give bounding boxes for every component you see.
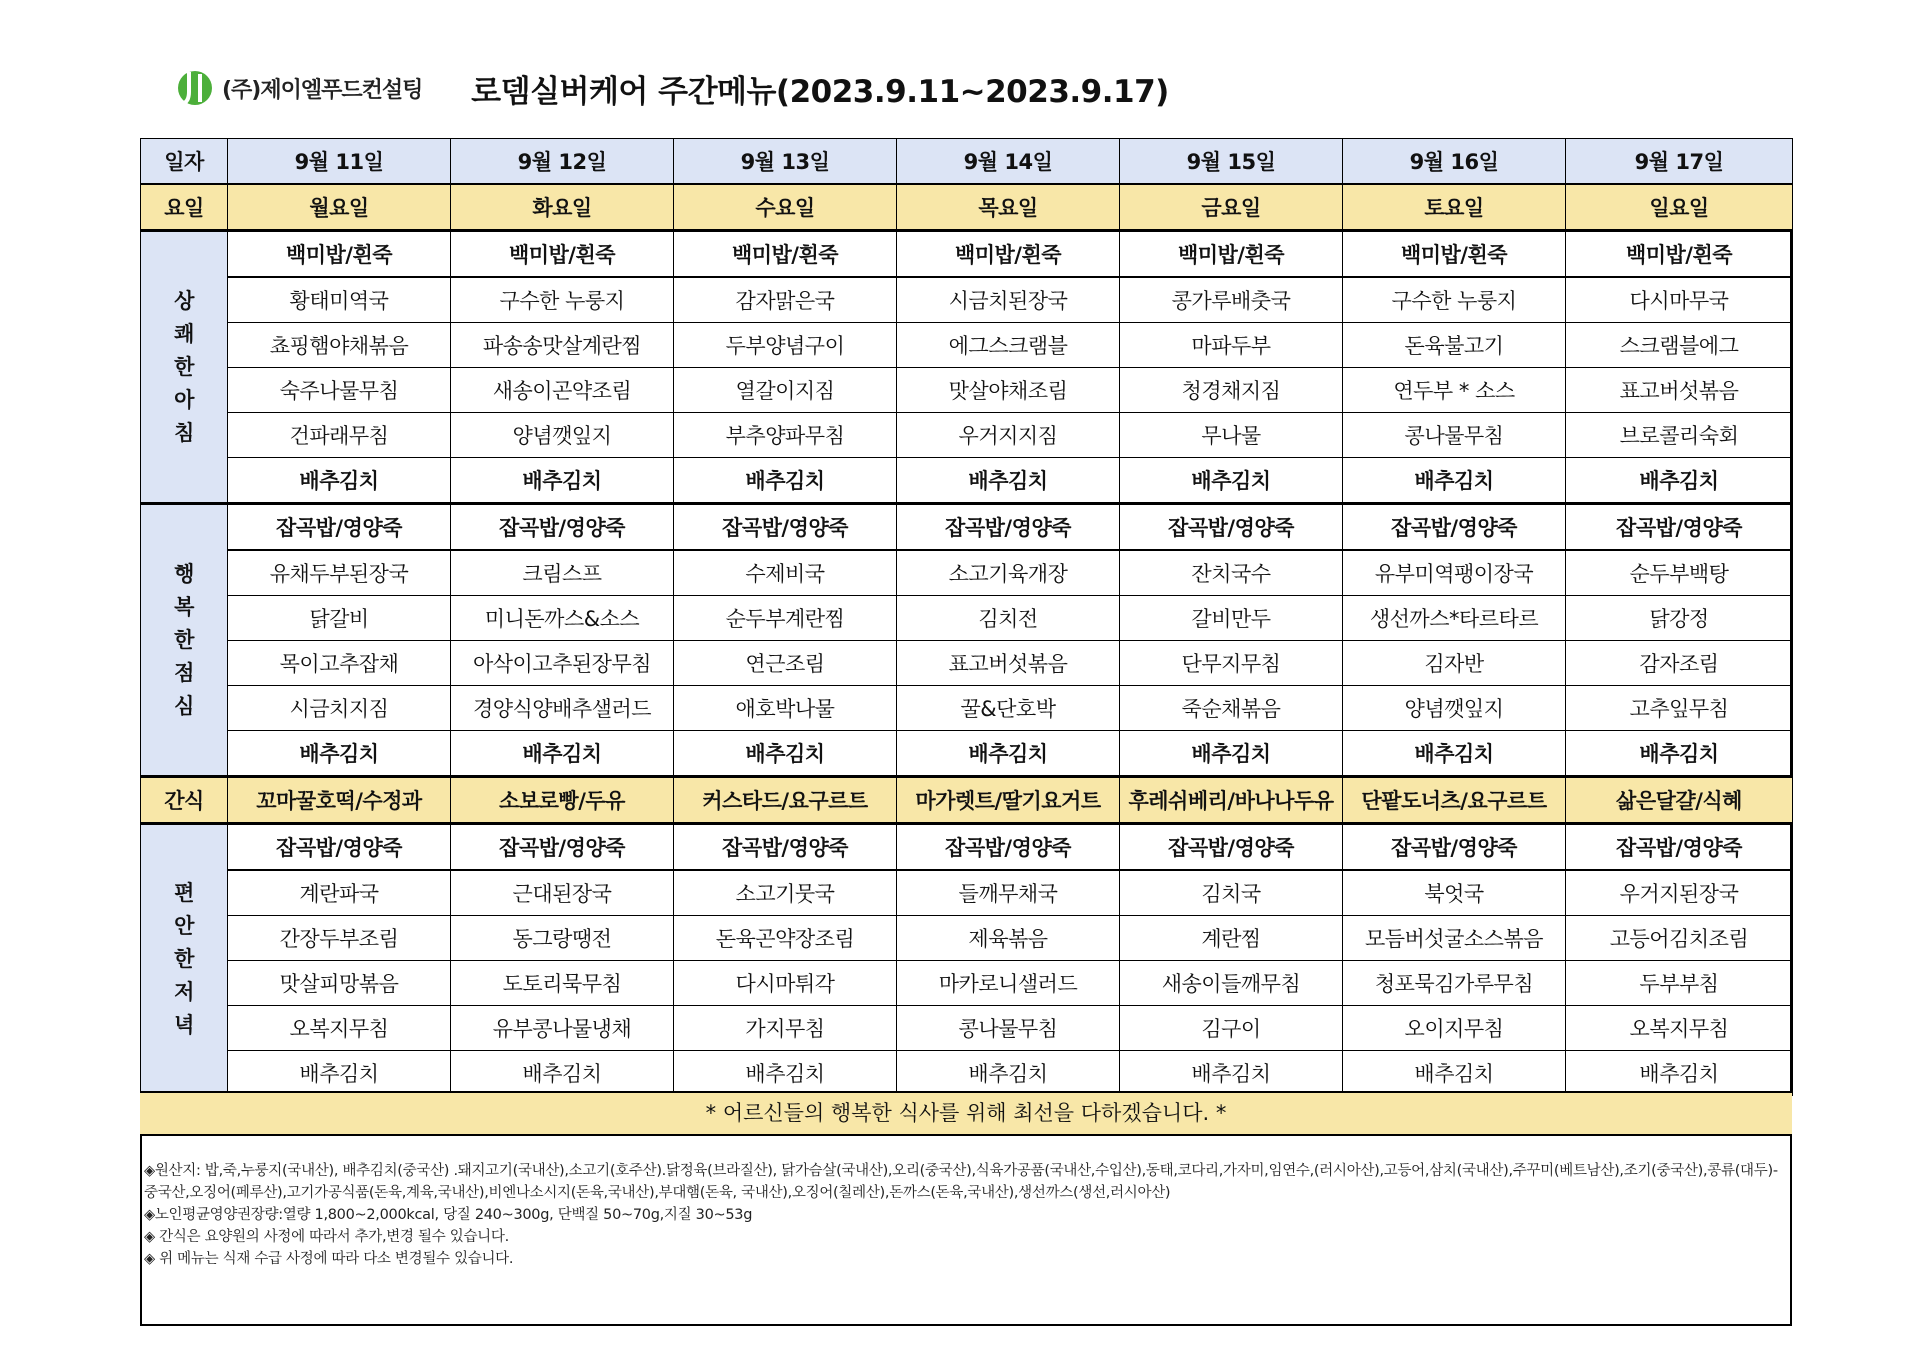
menu-item: 김구이: [1120, 1006, 1343, 1051]
snack-cell: 단팥도너츠/요구르트: [1343, 777, 1566, 824]
menu-item: 배추김치: [674, 458, 897, 504]
menu-item: 청포묵김가루무침: [1343, 961, 1566, 1006]
menu-item: 양념깻잎지: [1343, 686, 1566, 731]
menu-item: 계란찜: [1120, 916, 1343, 961]
snack-cell: 삶은달걀/식혜: [1566, 777, 1793, 824]
dinner-label: [141, 824, 228, 1096]
menu-item: 소고기육개장: [897, 550, 1120, 596]
menu-item: 닭갈비: [228, 596, 451, 641]
menu-item: 맛살피망볶음: [228, 961, 451, 1006]
menu-item: 배추김치: [451, 1051, 674, 1096]
date-cell: 9월 12일: [451, 139, 674, 185]
menu-item: 배추김치: [228, 731, 451, 777]
weekly-menu-table: [140, 138, 1793, 1097]
menu-item: 구수한 누룽지: [1343, 277, 1566, 323]
menu-item: 잡곡밥/영양죽: [1566, 824, 1793, 871]
menu-item: 연두부 * 소스: [1343, 368, 1566, 413]
snack-cell: 마가렛트/딸기요거트: [897, 777, 1120, 824]
breakfast-label: [141, 231, 228, 504]
dinner-label-char: 안: [174, 914, 194, 939]
menu-item: 유부미역팽이장국: [1343, 550, 1566, 596]
lunch-row: [141, 596, 1793, 641]
lunch-label-char: 점: [174, 660, 194, 685]
dinner-row: [141, 1006, 1793, 1051]
snack-cell: 소보로빵/두유: [451, 777, 674, 824]
menu-item: 시금치된장국: [897, 277, 1120, 323]
dinner-label-char: 녁: [174, 1013, 194, 1038]
menu-item: 배추김치: [897, 458, 1120, 504]
snack-row: [141, 777, 1793, 824]
day-row: [141, 184, 1793, 231]
menu-item: 백미밥/흰죽: [228, 231, 451, 278]
menu-item: 잡곡밥/영양죽: [897, 504, 1120, 551]
menu-item: 마파두부: [1120, 323, 1343, 368]
menu-item: 단무지무침: [1120, 641, 1343, 686]
breakfast-label-char: 쾌: [174, 321, 194, 346]
date-row: [141, 139, 1793, 185]
page-title: 로뎀실버케어 주간메뉴(2023.9.11~2023.9.17): [471, 74, 1169, 110]
menu-item: 잡곡밥/영양죽: [1566, 504, 1793, 551]
menu-item: 북엇국: [1343, 870, 1566, 916]
lunch-row: [141, 550, 1793, 596]
menu-item: 잡곡밥/영양죽: [228, 824, 451, 871]
menu-item: 유부콩나물냉채: [451, 1006, 674, 1051]
date-cell: 9월 11일: [228, 139, 451, 185]
menu-item: 잡곡밥/영양죽: [1120, 824, 1343, 871]
lunch-label-char: 심: [174, 693, 194, 718]
menu-item: 오복지무침: [1566, 1006, 1793, 1051]
menu-item: 열갈이지짐: [674, 368, 897, 413]
menu-item: 잡곡밥/영양죽: [674, 504, 897, 551]
menu-item: 표고버섯볶음: [1566, 368, 1793, 413]
menu-item: 배추김치: [1566, 731, 1793, 777]
menu-item: 김치전: [897, 596, 1120, 641]
menu-item: 브로콜리숙회: [1566, 413, 1793, 458]
menu-item: 양념깻잎지: [451, 413, 674, 458]
menu-item: 가지무침: [674, 1006, 897, 1051]
nutrition-note: ◈노인평균영양권장량:열량 1,800~2,000kcal, 당질 240~300g, 단백질 50~70g,지질 30~53g: [144, 1207, 753, 1223]
menu-item: 에그스크램블: [897, 323, 1120, 368]
lunch-label: [141, 504, 228, 777]
menu-item: 배추김치: [897, 731, 1120, 777]
menu-item: 무나물: [1120, 413, 1343, 458]
menu-item: 배추김치: [1566, 458, 1793, 504]
day-cell: 일요일: [1566, 184, 1793, 231]
dinner-row: [141, 916, 1793, 961]
menu-change-note: ◈ 위 메뉴는 식재 수급 사정에 따라 다소 변경될수 있습니다.: [144, 1251, 514, 1267]
menu-item: 닭강정: [1566, 596, 1793, 641]
date-cell: 9월 16일: [1343, 139, 1566, 185]
menu-item: 잡곡밥/영양죽: [897, 824, 1120, 871]
menu-item: 숙주나물무침: [228, 368, 451, 413]
menu-item: 배추김치: [451, 731, 674, 777]
menu-item: 순두부계란찜: [674, 596, 897, 641]
menu-item: 콩가루배춧국: [1120, 277, 1343, 323]
menu-item: 배추김치: [1120, 1051, 1343, 1096]
dinner-row: [141, 824, 1793, 871]
lunch-row: [141, 641, 1793, 686]
menu-item: 배추김치: [1343, 458, 1566, 504]
menu-item: 시금치지짐: [228, 686, 451, 731]
menu-item: 쵸핑햄야채볶음: [228, 323, 451, 368]
menu-item: 잡곡밥/영양죽: [1343, 824, 1566, 871]
lunch-row: [141, 504, 1793, 551]
menu-item: 다시마무국: [1566, 277, 1793, 323]
menu-item: 유채두부된장국: [228, 550, 451, 596]
day-cell: 월요일: [228, 184, 451, 231]
dinner-label-char: 편: [174, 881, 194, 906]
menu-item: 배추김치: [1120, 731, 1343, 777]
menu-item: 미니돈까스&소스: [451, 596, 674, 641]
lunch-label-char: 복: [174, 594, 194, 619]
menu-item: 소고기뭇국: [674, 870, 897, 916]
menu-item: 경양식양배추샐러드: [451, 686, 674, 731]
dinner-label-char: 저: [174, 980, 194, 1005]
menu-item: 배추김치: [1343, 1051, 1566, 1096]
menu-item: 김자반: [1343, 641, 1566, 686]
breakfast-label-char: 한: [174, 354, 194, 379]
menu-item: 잡곡밥/영양죽: [1120, 504, 1343, 551]
menu-item: 잡곡밥/영양죽: [228, 504, 451, 551]
menu-item: 배추김치: [1120, 458, 1343, 504]
date-cell: 9월 15일: [1120, 139, 1343, 185]
breakfast-row: [141, 458, 1793, 504]
menu-item: 순두부백탕: [1566, 550, 1793, 596]
menu-item: 표고버섯볶음: [897, 641, 1120, 686]
menu-item: 콩나물무침: [897, 1006, 1120, 1051]
menu-item: 배추김치: [1566, 1051, 1793, 1096]
menu-item: 파송송맛살계란찜: [451, 323, 674, 368]
menu-item: 백미밥/흰죽: [897, 231, 1120, 278]
menu-item: 고추잎무침: [1566, 686, 1793, 731]
footer-message: * 어르신들의 행복한 식사를 위해 최선을 다하겠습니다. *: [140, 1091, 1792, 1136]
menu-item: 오이지무침: [1343, 1006, 1566, 1051]
menu-item: 제육볶음: [897, 916, 1120, 961]
menu-item: 부추양파무침: [674, 413, 897, 458]
menu-item: 동그랑땡전: [451, 916, 674, 961]
menu-item: 잡곡밥/영양죽: [1343, 504, 1566, 551]
dinner-row: [141, 1051, 1793, 1096]
menu-item: 새송이곤약조림: [451, 368, 674, 413]
menu-item: 배추김치: [451, 458, 674, 504]
menu-item: 생선까스*타르타르: [1343, 596, 1566, 641]
menu-item: 꿀&단호박: [897, 686, 1120, 731]
snack-cell: 커스타드/요구르트: [674, 777, 897, 824]
menu-item: 근대된장국: [451, 870, 674, 916]
day-cell: 화요일: [451, 184, 674, 231]
menu-item: 백미밥/흰죽: [451, 231, 674, 278]
menu-item: 애호박나물: [674, 686, 897, 731]
lunch-row: [141, 731, 1793, 777]
menu-item: 잔치국수: [1120, 550, 1343, 596]
menu-item: 연근조림: [674, 641, 897, 686]
menu-item: 청경채지짐: [1120, 368, 1343, 413]
menu-item: 간장두부조림: [228, 916, 451, 961]
menu-item: 백미밥/흰죽: [1343, 231, 1566, 278]
menu-item: 모듬버섯굴소스볶음: [1343, 916, 1566, 961]
breakfast-label-char: 상: [174, 288, 194, 313]
origin-note: ◈원산지: 밥,죽,누룽지(국내산), 배추김치(중국산) .돼지고기(국내산),소고기(호주산).닭정육(브라질산), 닭가슴살(국내산),오리(중국산),식육가공품(국내산,수입산),동태,코다리,가자미,임연수,(러시아산),고등어,삼치(국내산),주꾸미(베트남산),조기(중국산),콩류(대두)-중국산,오징어(페루산),고기가공식품(돈육,계육,국내산),비엔나소시지(돈육,국내산),부대햄(돈육, 국내산),오징어(칠레산),돈까스(돈육,국내산),생선까스(생선,러시아산): [144, 1163, 1778, 1201]
menu-item: 백미밥/흰죽: [1120, 231, 1343, 278]
menu-item: 맛살야채조림: [897, 368, 1120, 413]
menu-item: 배추김치: [1343, 731, 1566, 777]
menu-item: 구수한 누룽지: [451, 277, 674, 323]
dinner-label-char: 한: [174, 947, 194, 972]
notes-section: [144, 1160, 1784, 1270]
lunch-label-char: 행: [174, 561, 194, 586]
menu-item: 수제비국: [674, 550, 897, 596]
menu-item: 배추김치: [897, 1051, 1120, 1096]
menu-item: 건파래무침: [228, 413, 451, 458]
snack-label: 간식: [141, 777, 228, 824]
menu-item: 배추김치: [228, 1051, 451, 1096]
date-cell: 9월 14일: [897, 139, 1120, 185]
menu-item: 감자조림: [1566, 641, 1793, 686]
day-cell: 목요일: [897, 184, 1120, 231]
menu-item: 우거지된장국: [1566, 870, 1793, 916]
breakfast-row: [141, 323, 1793, 368]
menu-item: 잡곡밥/영양죽: [674, 824, 897, 871]
menu-item: 고등어김치조림: [1566, 916, 1793, 961]
day-cell: 수요일: [674, 184, 897, 231]
menu-item: 돈육곤약장조림: [674, 916, 897, 961]
date-label: 일자: [141, 139, 228, 185]
date-cell: 9월 13일: [674, 139, 897, 185]
menu-item: 새송이들깨무침: [1120, 961, 1343, 1006]
menu-item: 김치국: [1120, 870, 1343, 916]
breakfast-row: [141, 277, 1793, 323]
date-cell: 9월 17일: [1566, 139, 1793, 185]
menu-item: 갈비만두: [1120, 596, 1343, 641]
snack-cell: 후레쉬베리/바나나두유: [1120, 777, 1343, 824]
breakfast-row: [141, 413, 1793, 458]
menu-item: 돈육불고기: [1343, 323, 1566, 368]
menu-item: 감자맑은국: [674, 277, 897, 323]
menu-item: 콩나물무침: [1343, 413, 1566, 458]
breakfast-label-char: 침: [174, 420, 194, 445]
menu-item: 마카로니샐러드: [897, 961, 1120, 1006]
snack-note: ◈ 간식은 요양원의 사정에 따라서 추가,변경 될수 있습니다.: [144, 1229, 509, 1245]
menu-item: 배추김치: [674, 731, 897, 777]
menu-item: 백미밥/흰죽: [674, 231, 897, 278]
menu-item: 백미밥/흰죽: [1566, 231, 1793, 278]
menu-item: 스크램블에그: [1566, 323, 1793, 368]
lunch-row: [141, 686, 1793, 731]
menu-item: 계란파국: [228, 870, 451, 916]
menu-item: 두부양념구이: [674, 323, 897, 368]
company-name: (주)제이엘푸드컨설팅: [222, 77, 423, 103]
menu-item: 배추김치: [674, 1051, 897, 1096]
day-cell: 금요일: [1120, 184, 1343, 231]
snack-cell: 꼬마꿀호떡/수정과: [228, 777, 451, 824]
menu-item: 아삭이고추된장무침: [451, 641, 674, 686]
menu-item: 두부부침: [1566, 961, 1793, 1006]
menu-item: 도토리묵무침: [451, 961, 674, 1006]
lunch-label-char: 한: [174, 627, 194, 652]
day-label: 요일: [141, 184, 228, 231]
menu-item: 죽순채볶음: [1120, 686, 1343, 731]
dinner-row: [141, 961, 1793, 1006]
menu-item: 우거지지짐: [897, 413, 1120, 458]
menu-item: 크림스프: [451, 550, 674, 596]
breakfast-row: [141, 231, 1793, 278]
dinner-row: [141, 870, 1793, 916]
day-cell: 토요일: [1343, 184, 1566, 231]
menu-item: 들깨무채국: [897, 870, 1120, 916]
menu-item: 다시마튀각: [674, 961, 897, 1006]
menu-item: 배추김치: [228, 458, 451, 504]
breakfast-row: [141, 368, 1793, 413]
menu-item: 잡곡밥/영양죽: [451, 824, 674, 871]
menu-item: 황태미역국: [228, 277, 451, 323]
menu-item: 목이고추잡채: [228, 641, 451, 686]
menu-item: 오복지무침: [228, 1006, 451, 1051]
breakfast-label-char: 아: [174, 387, 194, 412]
menu-item: 잡곡밥/영양죽: [451, 504, 674, 551]
